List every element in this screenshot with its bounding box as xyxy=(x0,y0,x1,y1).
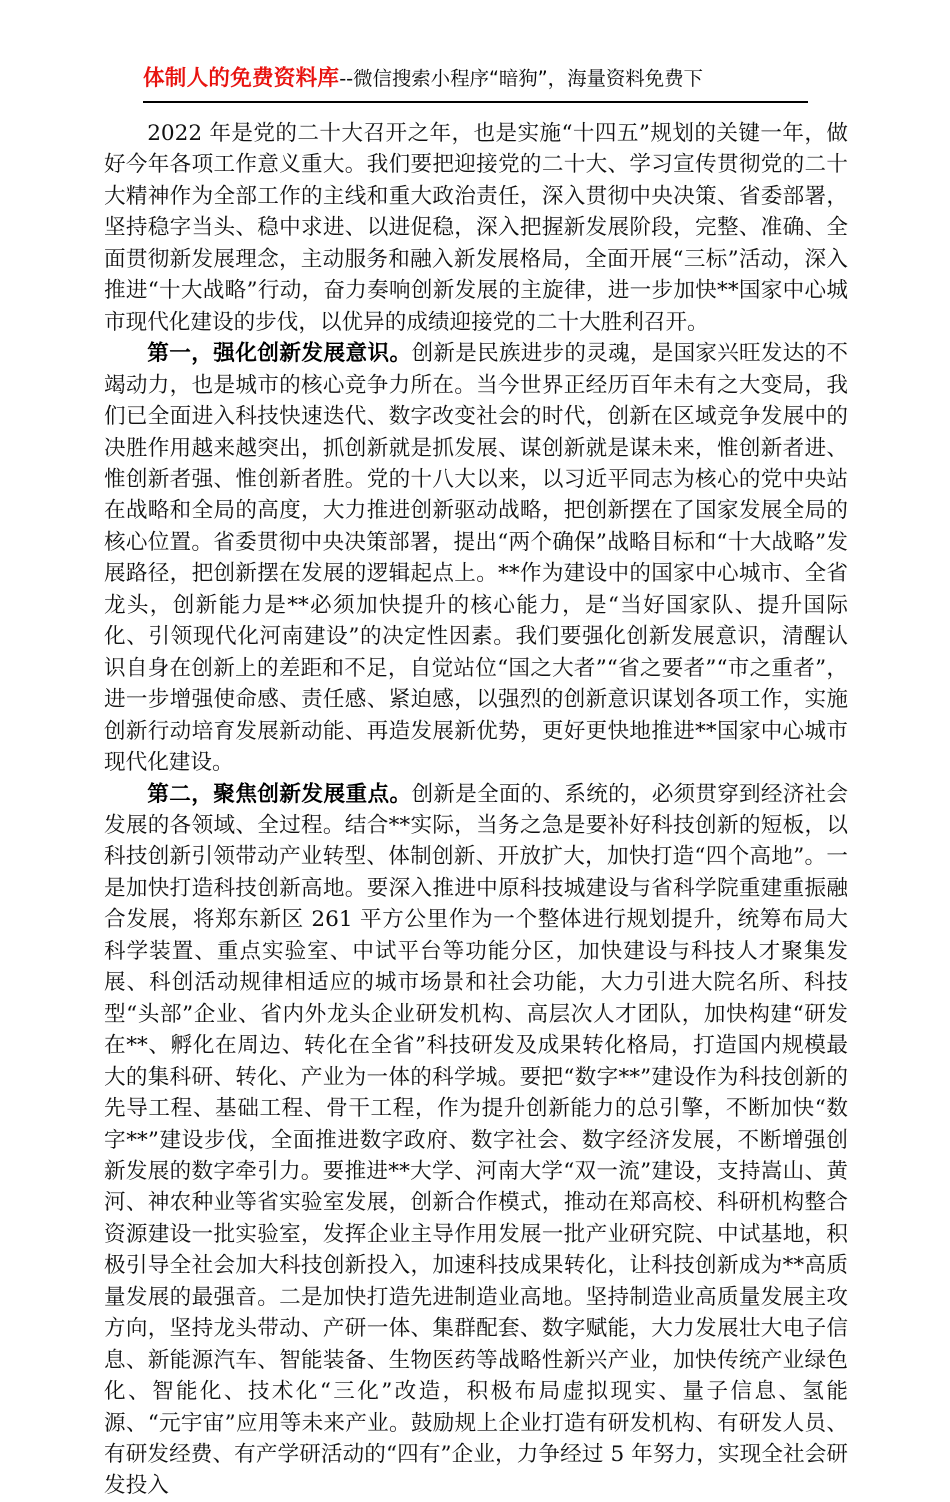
header-divider-rule xyxy=(143,101,808,103)
paragraph-section-two xyxy=(104,779,848,1502)
paragraph-section-one xyxy=(104,338,848,778)
paragraph-section-two-text: 创新是全面的、系统的，必须贯穿到经济社会发展的各领域、全过程。结合**实际，当务之急是要补好科技创新的短板，以科技创新引领带动产业转型、体制创新、开放扩大，加快打造“四个高地”。一是加快打造科技创新高地。要深入推进中原科技城建设与省科学院重建重振融合发展，将郑东新区 261 平方公里作为一个整体进行规划提升，统筹布局大科学装置、重点实验室、中试平台等功能分区，加快建设与科技人才聚集发展、科创活动规律相适应的城市场景和社会功能，大力引进大院名所、科技型“头部”企业、省内外龙头企业研发机构、高层次人才团队，加快构建“研发在**、孵化在周边、转化在全省”科技研发及成果转化格局，打造国内规模最大的集科研、转化、产业为一体的科学城。要把“数字**”建设作为科技创新的先导工程、基础工程、骨干工程，作为提升创新能力的总引擎，不断加快“数字**”建设步伐，全面推进数字政府、数字社会、数字经济发展，不断增强创新发展的数字牵引力。要推进**大学、河南大学“双一流”建设，支持嵩山、黄河、神农种业等省实验室发展，创新合作模式，推动在郑高校、科研机构整合资源建设一批实验室，发挥企业主导作用发展一批产业研究院、中试基地，积极引导全社会加大科技创新投入，加速科技成果转化，让科技创新成为**高质量发展的最强音。二是加快打造先进制造业高地。坚持制造业高质量发展主攻方向，坚持龙头带动、产研一体、集群配套、数字赋能，大力发展壮大电子信息、新能源汽车、智能装备、生物医药等战略性新兴产业，加快传统产业绿色化、智能化、技术化“三化”改造，积极布局虚拟现实、量子信息、氢能源、“元宇宙”应用等未来产业。鼓励规上企业打造有研发机构、有研发人员、有研发经费、有产学研活动的“四有”企业，力争经过 5 年努力，实现全社会研发投入 xyxy=(104,781,848,1499)
watermark-tagline-text: --微信搜索小程序“暗狗”，海量资料免费下 xyxy=(339,67,703,90)
paragraph-intro-text: 2022 年是党的二十大召开之年，也是实施“十四五”规划的关键一年，做好今年各项工作意义重大。我们要把迎接党的二十大、学习宣传贯彻党的二十大精神作为全部工作的主线和重大政治责任，深入贯彻中央决策、省委部署，坚持稳字当头、稳中求进、以进促稳，深入把握新发展阶段，完整、准确、全面贯彻新发展理念，主动服务和融入新发展格局，全面开展“三标”活动，深入推进“十大战略”行动，奋力奏响创新发展的主旋律，进一步加快**国家中心城市现代化建设的步伐，以优异的成绩迎接党的二十大胜利召开。 xyxy=(104,121,848,335)
document-body xyxy=(104,118,848,1502)
paragraph-section-one-text: 创新是民族进步的灵魂，是国家兴旺发达的不竭动力，也是城市的核心竞争力所在。当今世界正经历百年未有之大变局，我们已全面进入科技快速迭代、数字改变社会的时代，创新在区域竞争发展中的决胜作用越来越突出，抓创新就是抓发展、谋创新就是谋未来，惟创新者进、惟创新者强、惟创新者胜。党的十八大以来，以习近平同志为核心的党中央站在战略和全局的高度，大力推进创新驱动战略，把创新摆在了国家发展全局的核心位置。省委贯彻中央决策部署，提出“两个确保”战略目标和“十大战略”发展路径，把创新摆在发展的逻辑起点上。**作为建设中的国家中心城市、全省龙头，创新能力是**必须加快提升的核心能力，是“当好国家队、提升国际化、引领现代化河南建设”的决定性因素。我们要强化创新发展意识，清醒认识自身在创新上的差距和不足，自觉站位“国之大者”“省之要者”“市之重者”，进一步增强使命感、责任感、紧迫感，以强烈的创新意识谋划各项工作，实施创新行动培育发展新动能、再造发展新优势，更好更快地推进**国家中心城市现代化建设。 xyxy=(104,341,848,776)
paragraph-section-one-lead: 第一，强化创新发展意识。 xyxy=(147,341,412,367)
watermark-brand-text: 体制人的免费资料库 xyxy=(143,66,340,91)
paragraph-intro xyxy=(104,118,848,338)
watermark-header xyxy=(143,63,809,94)
watermark-header-line xyxy=(143,63,809,94)
paragraph-section-two-lead: 第二，聚焦创新发展重点。 xyxy=(147,781,412,807)
